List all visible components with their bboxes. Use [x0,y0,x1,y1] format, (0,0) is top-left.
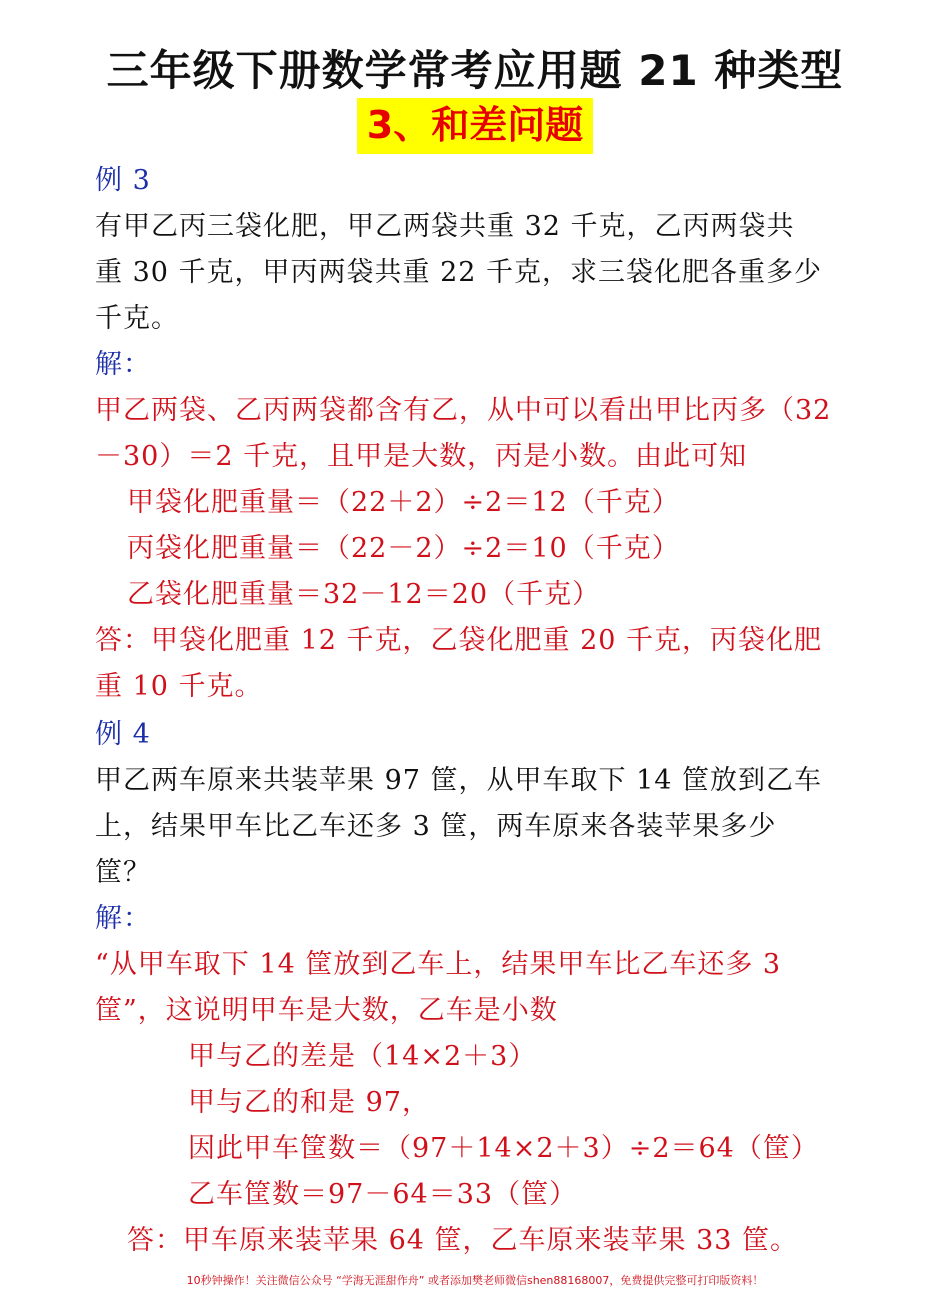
example-3-label: 例 3 [95,165,151,196]
footer-notice: 10秒钟操作！关注微信公众号 “学海无涯甜作舟” 或者添加樊老师微信shen88168007，免费提供完整可打印版资料！ [186,1274,764,1287]
example-3-answer-line: 重 10 千克。 [95,671,263,702]
example-3-question-line: 千克。 [95,303,179,334]
example-3-solution-line: 甲袋化肥重量＝（22＋2）÷2＝12（千克） [127,487,680,518]
example-4-solution-line: 因此甲车筐数＝（97＋14×2＋3）÷2＝64（筐） [188,1133,819,1164]
example-4-question-line: 甲乙两车原来共装苹果 97 筐，从甲车取下 14 筐放到乙车 [95,765,823,796]
example-4-solution-line: “从甲车取下 14 筐放到乙车上，结果甲车比乙车还多 3 [95,949,782,980]
example-4-solution-line: 乙车筐数＝97－64＝33（筐） [188,1179,578,1210]
example-3-solution-line: 甲乙两袋、乙丙两袋都含有乙，从中可以看出甲比丙多（32 [95,395,832,426]
page-title: 三年级下册数学常考应用题 21 种类型 [106,46,844,95]
example-4-question-line: 上，结果甲车比乙车还多 3 筐，两车原来各装苹果多少 [95,811,777,842]
example-4-question-line: 筐？ [95,857,151,888]
example-4-solution-line: 甲与乙的差是（14×2＋3） [188,1041,537,1072]
section-subtitle: 3、和差问题 [357,98,593,154]
example-4-solution-line: 筐”，这说明甲车是大数，乙车是小数 [95,995,558,1026]
example-3-solution-line: －30）＝2 千克，且甲是大数，丙是小数。由此可知 [95,441,748,472]
subtitle-container [0,98,950,154]
example-4-label: 例 4 [95,719,151,750]
example-4-solution-label: 解： [95,903,151,934]
example-3-solution-line: 乙袋化肥重量＝32－12＝20（千克） [127,579,601,610]
example-3-question-line: 重 30 千克，甲丙两袋共重 22 千克，求三袋化肥各重多少 [95,257,823,288]
example-3-answer-line: 答：甲袋化肥重 12 千克，乙袋化肥重 20 千克，丙袋化肥 [95,625,823,656]
example-3-solution-line: 丙袋化肥重量＝（22－2）÷2＝10（千克） [127,533,680,564]
example-3-solution-label: 解： [95,349,151,380]
example-3-question-line: 有甲乙丙三袋化肥，甲乙两袋共重 32 千克，乙丙两袋共 [95,211,795,242]
example-4-solution-line: 甲与乙的和是 97， [188,1087,430,1118]
example-4-answer-line: 答：甲车原来装苹果 64 筐，乙车原来装苹果 33 筐。 [127,1225,799,1256]
